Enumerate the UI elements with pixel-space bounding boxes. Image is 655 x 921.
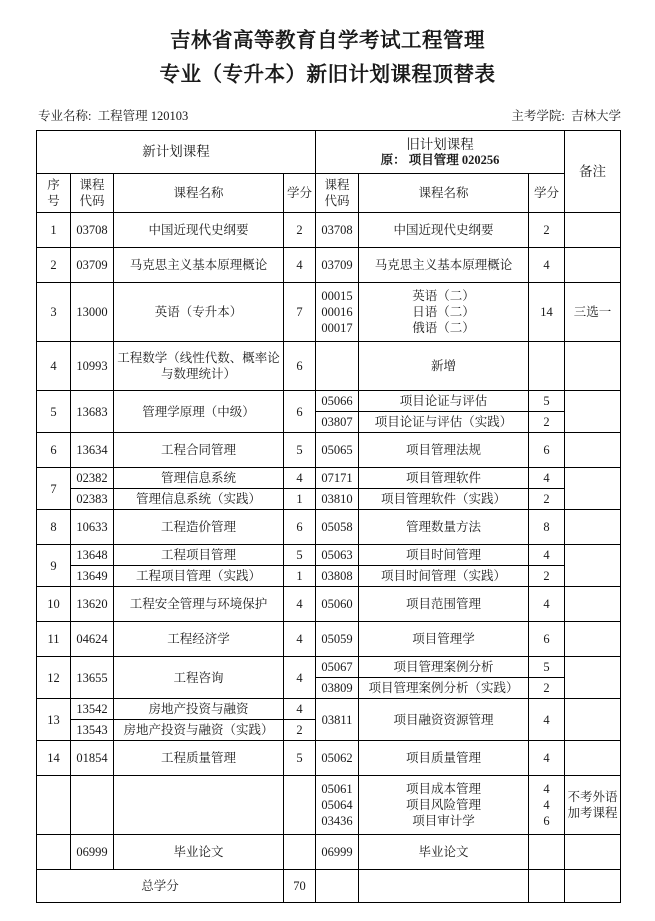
cell-new-name: 工程造价管理 — [114, 510, 284, 545]
cell-seq: 1 — [37, 213, 71, 248]
cell-new-code: 13648 — [71, 545, 114, 566]
cell-new-credit: 4 — [284, 699, 316, 720]
total-old-name-empty — [359, 870, 529, 903]
total-label: 总学分 — [37, 870, 284, 903]
cell-new-code: 13542 — [71, 699, 114, 720]
cell-old-name: 管理数量方法 — [359, 510, 529, 545]
cell-new-credit: 4 — [284, 587, 316, 622]
cell-old-name: 新增 — [359, 342, 529, 391]
cell-new-name: 马克思主义基本原理概论 — [114, 248, 284, 283]
cell-new-name: 房地产投资与融资（实践） — [114, 720, 284, 741]
cell-new-name: 工程安全管理与环境保护 — [114, 587, 284, 622]
cell-old-code: 05063 — [316, 545, 359, 566]
cell-old-credit: 8 — [529, 510, 565, 545]
cell-old-credit: 4 — [529, 587, 565, 622]
total-note-empty — [565, 870, 621, 903]
cell-note — [565, 587, 621, 622]
cell-old-name: 马克思主义基本原理概论 — [359, 248, 529, 283]
cell-old-name: 项目范围管理 — [359, 587, 529, 622]
cell-note — [565, 699, 621, 741]
cell-new-credit: 4 — [284, 657, 316, 699]
column-header-old-code: 课程 代码 — [316, 174, 359, 213]
table-row — [37, 587, 621, 622]
group-header-old-plan: 旧计划课程 原： 项目管理 020256 — [316, 131, 565, 174]
cell-old-credit: 4 — [529, 741, 565, 776]
page-title-line-1: 吉林省高等教育自学考试工程管理 — [170, 30, 485, 52]
cell-new-code: 06999 — [71, 835, 114, 870]
table-row — [37, 391, 621, 412]
cell-old-credit: 4 4 6 — [529, 776, 565, 835]
cell-old-name: 项目管理法规 — [359, 433, 529, 468]
cell-old-name: 项目成本管理 项目风险管理 项目审计学 — [359, 776, 529, 835]
cell-old-credit: 6 — [529, 622, 565, 657]
cell-new-code: 10633 — [71, 510, 114, 545]
cell-note — [565, 433, 621, 468]
table-row — [37, 248, 621, 283]
cell-new-credit — [284, 835, 316, 870]
cell-old-credit: 2 — [529, 412, 565, 433]
cell-new-code: 13634 — [71, 433, 114, 468]
cell-new-name: 工程咨询 — [114, 657, 284, 699]
cell-new-name: 工程合同管理 — [114, 433, 284, 468]
table-row — [37, 741, 621, 776]
cell-new-name: 工程质量管理 — [114, 741, 284, 776]
cell-seq — [37, 776, 71, 835]
table-column-header-row — [37, 174, 621, 213]
cell-new-code: 03708 — [71, 213, 114, 248]
cell-new-name: 管理信息系统 — [114, 468, 284, 489]
cell-old-name: 项目论证与评估（实践） — [359, 412, 529, 433]
cell-seq: 7 — [37, 468, 71, 510]
cell-old-code: 06999 — [316, 835, 359, 870]
cell-new-credit: 5 — [284, 545, 316, 566]
cell-new-credit: 6 — [284, 342, 316, 391]
table-group-header-row — [37, 131, 621, 174]
cell-new-credit: 6 — [284, 510, 316, 545]
cell-old-credit — [529, 835, 565, 870]
cell-old-code: 07171 — [316, 468, 359, 489]
cell-seq — [37, 835, 71, 870]
cell-new-credit: 4 — [284, 468, 316, 489]
column-header-old-name: 课程名称 — [359, 174, 529, 213]
cell-old-credit: 2 — [529, 678, 565, 699]
cell-old-name: 项目管理软件 — [359, 468, 529, 489]
table-row — [37, 283, 621, 342]
cell-new-code: 13649 — [71, 566, 114, 587]
page-title-line-2: 专业（专升本）新旧计划课程顶替表 — [159, 64, 496, 86]
cell-note — [565, 657, 621, 699]
cell-new-code: 13655 — [71, 657, 114, 699]
cell-new-credit: 7 — [284, 283, 316, 342]
cell-old-code: 03811 — [316, 699, 359, 741]
cell-new-code: 13000 — [71, 283, 114, 342]
cell-seq: 14 — [37, 741, 71, 776]
table-row — [37, 489, 621, 510]
cell-new-credit: 5 — [284, 741, 316, 776]
cell-note: 三选一 — [565, 283, 621, 342]
cell-seq: 11 — [37, 622, 71, 657]
cell-old-code: 03810 — [316, 489, 359, 510]
cell-old-name: 中国近现代史纲要 — [359, 213, 529, 248]
cell-old-name: 项目融资资源管理 — [359, 699, 529, 741]
cell-old-name: 项目质量管理 — [359, 741, 529, 776]
cell-old-name: 项目时间管理（实践） — [359, 566, 529, 587]
cell-old-code: 05062 — [316, 741, 359, 776]
table-row — [37, 657, 621, 678]
cell-old-credit: 6 — [529, 433, 565, 468]
cell-seq: 8 — [37, 510, 71, 545]
cell-note — [565, 510, 621, 545]
table-row — [37, 622, 621, 657]
table-row — [37, 468, 621, 489]
column-header-new-credit: 学分 — [284, 174, 316, 213]
column-header-seq: 序 号 — [37, 174, 71, 213]
cell-old-code: 05066 — [316, 391, 359, 412]
cell-seq: 13 — [37, 699, 71, 741]
table-row — [37, 835, 621, 870]
cell-new-credit: 1 — [284, 566, 316, 587]
cell-old-code: 05061 05064 03436 — [316, 776, 359, 835]
college-value: 吉林大学 — [570, 109, 621, 123]
cell-old-code: 03809 — [316, 678, 359, 699]
cell-note — [565, 342, 621, 391]
cell-old-name: 毕业论文 — [359, 835, 529, 870]
cell-old-code: 03709 — [316, 248, 359, 283]
group-header-new-plan: 新计划课程 — [37, 131, 316, 174]
table-row — [37, 699, 621, 720]
cell-new-credit: 4 — [284, 248, 316, 283]
cell-old-credit: 2 — [529, 566, 565, 587]
cell-old-credit: 5 — [529, 657, 565, 678]
cell-new-code: 13620 — [71, 587, 114, 622]
cell-old-code: 05065 — [316, 433, 359, 468]
cell-new-credit: 4 — [284, 622, 316, 657]
cell-old-credit — [529, 342, 565, 391]
cell-new-code: 03709 — [71, 248, 114, 283]
cell-note — [565, 391, 621, 433]
cell-new-credit: 5 — [284, 433, 316, 468]
cell-new-name: 工程项目管理 — [114, 545, 284, 566]
table-total-row — [37, 870, 621, 903]
cell-seq: 4 — [37, 342, 71, 391]
cell-seq: 12 — [37, 657, 71, 699]
cell-note — [565, 741, 621, 776]
cell-old-credit: 14 — [529, 283, 565, 342]
cell-old-credit: 2 — [529, 213, 565, 248]
column-header-new-name: 课程名称 — [114, 174, 284, 213]
major-value: 工程管理 120103 — [97, 109, 189, 123]
cell-new-code: 02383 — [71, 489, 114, 510]
major-meta — [38, 106, 188, 124]
college-meta — [511, 106, 621, 124]
column-header-new-code: 课程 代码 — [71, 174, 114, 213]
cell-old-credit: 4 — [529, 248, 565, 283]
cell-new-name: 工程项目管理（实践） — [114, 566, 284, 587]
cell-old-code: 03708 — [316, 213, 359, 248]
cell-old-name: 项目论证与评估 — [359, 391, 529, 412]
cell-old-credit: 2 — [529, 489, 565, 510]
cell-old-code: 03808 — [316, 566, 359, 587]
total-old-credit-empty — [529, 870, 565, 903]
cell-old-name: 项目管理学 — [359, 622, 529, 657]
cell-new-name: 中国近现代史纲要 — [114, 213, 284, 248]
cell-new-code: 10993 — [71, 342, 114, 391]
cell-new-name: 管理信息系统（实践） — [114, 489, 284, 510]
total-credits-value: 70 — [284, 870, 316, 903]
cell-seq: 5 — [37, 391, 71, 433]
cell-old-code — [316, 342, 359, 391]
cell-new-credit — [284, 776, 316, 835]
cell-old-code: 00015 00016 00017 — [316, 283, 359, 342]
cell-new-name — [114, 776, 284, 835]
cell-old-credit: 5 — [529, 391, 565, 412]
cell-old-credit: 4 — [529, 468, 565, 489]
cell-note: 不考外语 加考课程 — [565, 776, 621, 835]
cell-note — [565, 545, 621, 587]
cell-new-code: 04624 — [71, 622, 114, 657]
cell-seq: 3 — [37, 283, 71, 342]
cell-old-code: 03807 — [316, 412, 359, 433]
table-row — [37, 566, 621, 587]
cell-note — [565, 835, 621, 870]
total-old-code-empty — [316, 870, 359, 903]
cell-seq: 2 — [37, 248, 71, 283]
cell-new-credit: 1 — [284, 489, 316, 510]
column-header-old-credit: 学分 — [529, 174, 565, 213]
cell-new-code: 13683 — [71, 391, 114, 433]
cell-new-code: 02382 — [71, 468, 114, 489]
cell-seq: 9 — [37, 545, 71, 587]
cell-new-name: 英语（专升本） — [114, 283, 284, 342]
cell-old-code: 05059 — [316, 622, 359, 657]
cell-new-name: 房地产投资与融资 — [114, 699, 284, 720]
table-row — [37, 433, 621, 468]
cell-seq: 6 — [37, 433, 71, 468]
cell-new-name: 工程经济学 — [114, 622, 284, 657]
cell-new-code — [71, 776, 114, 835]
cell-new-credit: 2 — [284, 720, 316, 741]
cell-old-credit: 4 — [529, 545, 565, 566]
course-substitution-table — [36, 130, 621, 903]
cell-old-name: 项目管理案例分析 — [359, 657, 529, 678]
table-row — [37, 776, 621, 835]
cell-old-code: 05060 — [316, 587, 359, 622]
major-label: 专业名称: — [38, 109, 92, 123]
document-title-block — [0, 0, 655, 90]
table-row — [37, 545, 621, 566]
cell-note — [565, 468, 621, 510]
cell-new-name: 毕业论文 — [114, 835, 284, 870]
cell-new-credit: 2 — [284, 213, 316, 248]
cell-seq: 10 — [37, 587, 71, 622]
cell-old-code: 05058 — [316, 510, 359, 545]
cell-old-name: 项目管理案例分析（实践） — [359, 678, 529, 699]
table-row — [37, 342, 621, 391]
cell-old-name: 项目时间管理 — [359, 545, 529, 566]
cell-note — [565, 248, 621, 283]
column-header-note: 备注 — [565, 131, 621, 213]
cell-note — [565, 213, 621, 248]
table-row — [37, 510, 621, 545]
cell-new-code: 13543 — [71, 720, 114, 741]
cell-note — [565, 622, 621, 657]
cell-new-name: 工程数学（线性代数、概率论与数理统计） — [114, 342, 284, 391]
cell-old-name: 项目管理软件（实践） — [359, 489, 529, 510]
college-label: 主考学院: — [511, 109, 565, 123]
cell-old-name: 英语（二） 日语（二） 俄语（二） — [359, 283, 529, 342]
table-row — [37, 213, 621, 248]
cell-new-code: 01854 — [71, 741, 114, 776]
document-meta-row — [38, 106, 621, 124]
cell-new-name: 管理学原理（中级） — [114, 391, 284, 433]
cell-old-code: 05067 — [316, 657, 359, 678]
cell-new-credit: 6 — [284, 391, 316, 433]
cell-old-credit: 4 — [529, 699, 565, 741]
